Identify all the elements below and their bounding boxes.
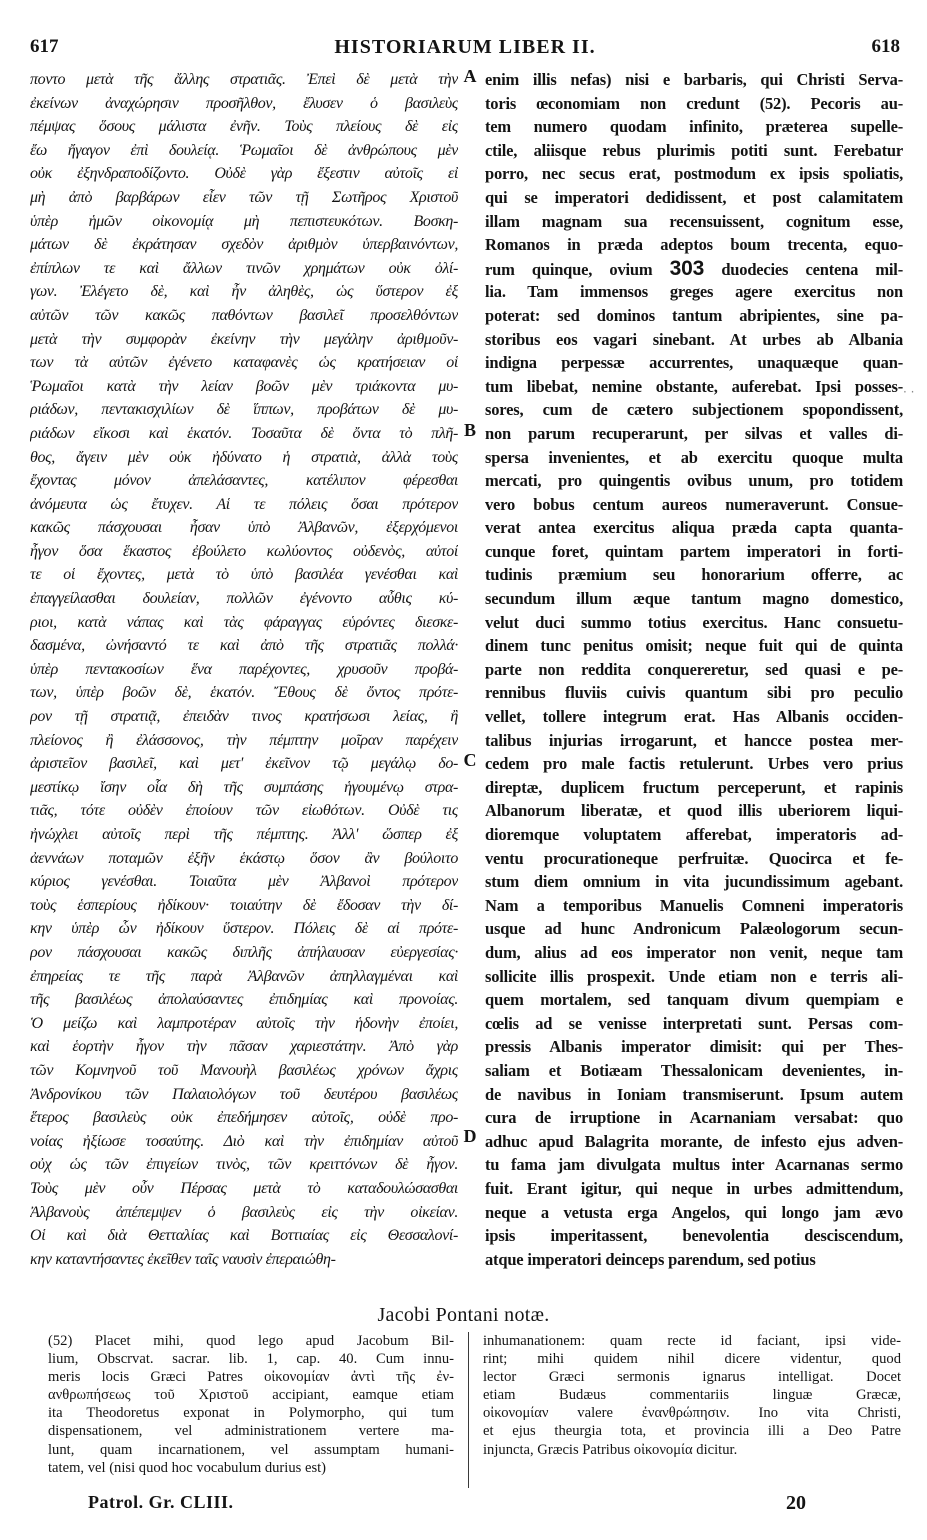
latin-text-line: tum libebat, nemine obstante, auferebat. Ipsi posses- xyxy=(485,376,903,396)
greek-text-line: μετὰ τὴν συμφορὰν ἐκείνην τὴν μεγάλην ἀριθμοῦν- xyxy=(30,330,458,348)
greek-text-line: ἦγον ὅσα ἕκαστος ἐβούλετο κωλύοντος οὐδενὸς, αὐτοί xyxy=(30,542,458,560)
latin-text-line: dinem tunc penitus omisit; neque fuit qui de quinta xyxy=(485,636,903,656)
greek-text-line: ἀνόμευτα ὡς ἔτυχεν. Αἱ τε πόλεις ὅσαι πρότερον xyxy=(30,495,458,513)
latin-text-line: cunque foret, quintam partem imperatori in forti- xyxy=(485,541,903,561)
greek-text-line: ἔχοντας μόνον ἀπελάσαντες, κατέλιπον φέρεσθαι xyxy=(30,472,458,490)
greek-text-line: ρον πάσχουσαι κακῶς διπλῆς ἀπήλαυσαν εὐεργεσίας· xyxy=(30,943,458,961)
greek-text-line: τῶν Κομνηνοῦ τοῦ Μανουὴλ βασιλέως χρόνων ἄχρις xyxy=(30,1061,458,1079)
greek-text-line: ἕτερος βασιλεὺς οὐκ ἐπεδήμησεν αὐτοῖς, οὐδὲ προ- xyxy=(30,1109,458,1127)
latin-text-line: Nam a temporibus Manuelis Comneni imperatoris xyxy=(485,895,903,915)
greek-text-line: Ἀλβανοὺς ἀπέπεμψεν ὁ βασιλεὺς εἰς τὴν οἰκείαν. xyxy=(30,1203,458,1221)
greek-text-line: μεστίκῳ ἴσην οἷα δὴ τῆς συμπάσης ἡγουμένῳ στρα- xyxy=(30,778,458,796)
notes-column-divider xyxy=(468,1332,469,1488)
note-text-line: tatem, vel (nisi quod hoc vocabulum durius est) xyxy=(48,1459,327,1476)
margin-letter-c: C xyxy=(463,750,477,770)
running-title: HISTORIARUM LIBER II. xyxy=(334,36,596,58)
note-text-line: injuncta, Græcis Patribus οἰκονομία dicitur. xyxy=(483,1441,738,1458)
greek-text-line: των, ὑπὲρ βοῶν δὲ, ἑκατόν. Ἔθους δὲ ὄντος πρότε- xyxy=(30,684,458,702)
greek-text-line: ἀεννάων ποταμῶν ἐξῆν ἑκάστῳ ὅσον ἂν βούλοιτο xyxy=(30,849,458,867)
latin-text-line: de navibus in Ioniam transmiserunt. Ipsum autem xyxy=(485,1084,903,1104)
running-header xyxy=(30,36,900,60)
greek-text-line: γων. Ἐλέγετο δὲ, καὶ ἦν ἀληθὲς, ὡς ὕστερον ἐξ xyxy=(30,283,458,301)
greek-text-line: κην καταντήσαντες ἐκεῖθεν ταῖς ναυσὶν ἐπεραιώθη- xyxy=(30,1250,336,1268)
greek-text-line: Ὁ μείζω καὶ λαμπροτέραν αὐτοῖς τὴν ἡδονὴν ἐποίει, xyxy=(30,1014,458,1032)
greek-text-line: οὐκ ἐξηνδραποδίζοντο. Οὐδὲ γὰρ ἔξεστιν αὐτοῖς εἰ xyxy=(30,165,458,183)
page-number-right: 618 xyxy=(871,36,900,57)
notes-heading: Jacobi Pontani notæ. xyxy=(377,1304,550,1326)
greek-text-line: κην ὑπὲρ ὧν ἠδίκουν ὕστερον. Πόλεις δὲ αἱ πρότε- xyxy=(30,920,458,938)
latin-text-line: velut duci summo totius exercitus. Hanc consuetu- xyxy=(485,612,903,632)
greek-text-line: μὴ ἀπὸ βαρβάρων εἶεν τῶν τῇ Σωτῆρος Χριστοῦ xyxy=(30,188,458,206)
greek-text-line: Ῥωμαῖοι κατὰ τὴν λείαν βοῶν μὲν τριάκοντα μυ- xyxy=(30,377,458,395)
latin-text-line: tu fama jam divulgata multus inter Acarnanas sermo xyxy=(485,1155,903,1175)
greek-text-line: Ἀνδρονίκου τῶν Παλαιολόγων τοῦ δευτέρου βασιλέως xyxy=(30,1085,458,1103)
latin-text-line: non parum recuperarunt, per silvas et valles di- xyxy=(485,423,903,443)
greek-text-line: θος, ἄγειν μὲν οὐκ ἠδύνατο ἡ στρατιὰ, ἀλλὰ τοὺς xyxy=(30,448,458,466)
latin-text-line: verat antea exercitus aliqua præda capta quanta- xyxy=(485,518,903,538)
greek-text-line: κακῶς πάσχουσαι ἦσαν ὑπὸ Ἀλβανῶν, ἐξερχόμενοι xyxy=(30,519,458,537)
latin-text-line: poterat: sed dominos tantum abripientes, sine pa- xyxy=(485,305,903,325)
note-text-line: οἰκονομίαν valere ἐνανθρώπησιν. Ino vita Christi, xyxy=(483,1405,901,1422)
margin-letter-a: A xyxy=(463,66,477,86)
greek-text-line: ὑπὲρ ἡμῶν οἰκονομίᾳ μὴ πεπιστευκότων. Βοσκη- xyxy=(30,212,458,230)
note-text-line: etiam Budæus commentariis linguæ Græcæ, xyxy=(483,1387,901,1404)
latin-text-line: stum diem omnium in vita jucundissimum agebant. xyxy=(485,872,903,892)
greek-text-line: Οἱ καὶ διὰ Θετταλίας καὶ Βοττιαίας εἰς Θεσσαλονί- xyxy=(30,1227,458,1245)
latin-text-line: Albanorum liberatæ, et quod illis uberiorem liqui- xyxy=(485,801,903,821)
greek-text-line: πλείονος ἢ ἐλάσσονος, τὴν πέμπτην μοῖραν παρέχειν xyxy=(30,731,458,749)
latin-text-line: enim illis nefas) nisi e barbaris, qui Christi Serva- xyxy=(485,70,903,89)
latin-text-line: spersa invenientes, et ab exercitu quoque multa xyxy=(485,447,903,467)
latin-text-line: storibus eos vagari sinebant. At urbes ab Albania xyxy=(485,329,903,349)
greek-text-line: καὶ ἑορτὴν ἦγον τὴν πᾶσαν χαριεστάτην. Ἀπὸ γὰρ xyxy=(30,1038,458,1056)
greek-text-line: μάτων δὲ ἐκράτησαν σχεδὸν ἀριθμὸν ὑπερβαινόντων, xyxy=(30,236,458,254)
note-text-line: lunt, quam incarnationem, vel assumptam humani- xyxy=(48,1441,454,1458)
greek-text-line: ἐπαγγείλασθαι δουλείαν, πολλῶν ἐγένοντο αὖθις κύ- xyxy=(30,590,458,608)
note-text-line: et ejus theurgia tota, et provincia illi a Deo Patre xyxy=(483,1423,901,1440)
greek-text-line: ποντο μετὰ τῆς ἄλλης στρατιᾶς. Ἐπεὶ δὲ μετὰ τὴν xyxy=(30,71,458,88)
latin-text-line: talibus injurias irrogarunt, et hancce postea mer- xyxy=(485,730,903,750)
latin-text-line: Romanos in præda adeptos boum trecenta, equo- xyxy=(485,235,903,255)
greek-text-line: ριάδων, πεντακισχιλίων δὲ ἵππων, προβάτων δὲ μυ- xyxy=(30,401,458,419)
latin-text-line: cura de irruptione in Acarnaniam versabat: quo xyxy=(485,1108,903,1128)
note-text-line: lium, Obscrvat. sacrar. lib. 1, cap. 40. Cum innu- xyxy=(48,1351,454,1368)
greek-text-line: Τοὺς μὲν οὖν Πέρσας μετὰ τὸ καταδουλώσασθαι xyxy=(30,1179,458,1197)
greek-text-line: δασμένα, ὠνήσαντό τε καὶ ἀπὸ τῆς στρατιᾶς πολλά· xyxy=(30,637,458,655)
latin-text-line: cœlis ad se venisse interpretati sunt. Persas com- xyxy=(485,1013,903,1033)
latin-text-line: dioremque voluptatem afferebat, imperatoris ad- xyxy=(485,825,903,844)
latin-text-line: ctile, aliisque rebus plurimis potiti sunt. Ferebatur xyxy=(485,140,903,160)
latin-text-line: saliam et Botiæam Thessalonicam devenientes, in- xyxy=(485,1060,903,1080)
note-text-line: (52) Placet mihi, quod lego apud Jacobum Bil- xyxy=(48,1333,454,1349)
latin-text-line: illam magnam sua recensuissent, cognitum esse, xyxy=(485,211,903,231)
note-text-line: ανθρωπήσεως τοῦ Χριστοῦ accipiant, eamque etiam xyxy=(48,1387,454,1404)
inline-page-number: 303 xyxy=(669,256,705,280)
greek-text-line: τῆς βασιλέως ἀπολαύσαντες ἐπιδημίας καὶ προνοίας. xyxy=(30,991,458,1009)
greek-text-line: πέμψας ὅσους μάλιστα ἐνῆν. Τοὺς πλείους δὲ εἰς xyxy=(30,118,458,136)
volume-signature: Patrol. Gr. CLIII. xyxy=(88,1492,234,1512)
notes-left-column xyxy=(48,1332,454,1477)
margin-specks-decoration: · · xyxy=(903,385,915,399)
latin-text-line: vellet, tollere integrum erat. Has Albanis occiden- xyxy=(485,707,903,727)
latin-text-line: dum, alius ad eos imperator non venit, neque tam xyxy=(485,942,903,962)
greek-text-column xyxy=(30,68,458,1271)
greek-text-line: ἐπηρείας τε τῆς παρὰ Ἀλβανῶν ἀπηλλαγμέναι καὶ xyxy=(30,967,458,985)
greek-text-line: ρον τῇ στρατιᾷ, ἐπειδὰν τινος κρατήσωσι λείας, ἢ xyxy=(30,708,458,726)
greek-text-line: ἐκείνων ἀναχώρησιν προσῆλθον, ἔλυσεν ὁ βασιλεὺς xyxy=(30,94,458,112)
latin-text-line: lia. Tam immensos greges agere exercitus non xyxy=(485,282,903,302)
note-text-line: meris locis Græci Patres οἰκονομίαν ἀντὶ τῆς ἐν- xyxy=(48,1369,454,1386)
latin-text-line: rum quinque, ovium 303 duodecies centena mil- xyxy=(485,256,903,280)
latin-text-line: rennibus fluviis cuivis quantum sibi pro peculio xyxy=(485,683,903,703)
latin-text-line: qui se imperatori dedidissent, et post calamitatem xyxy=(485,187,903,207)
latin-text-line: ipsis imperitassent, benevolentia desciscendum, xyxy=(485,1226,903,1246)
note-text-line: dispensationem, vel administrationem vertere ma- xyxy=(48,1423,454,1440)
latin-text-line: usque ad hunc Andronicum Palæologorum secun- xyxy=(485,919,903,939)
page-number-left: 617 xyxy=(30,36,59,57)
latin-text-line: cedem pro male factis retulerunt. Urbes vero prius xyxy=(485,754,903,774)
notes-right-column xyxy=(483,1332,901,1459)
page-footer xyxy=(30,1492,900,1518)
greek-text-line: αὐτῶν τῶν κακῶς παθόντων βασιλεῖ προσελθόντων xyxy=(30,306,458,324)
latin-text-column xyxy=(485,68,903,1271)
greek-text-line: τε οἱ ἔχοντες, μετὰ τὸ ὑπὸ βασιλέα γενέσθαι καὶ xyxy=(30,566,458,584)
greek-text-line: ἐπίπλων τε καὶ ἄλλων τινῶν χρημάτων οὐκ ὀλί- xyxy=(30,259,458,277)
latin-text-line: indigna perpessæ accurrentes, unaquæque quan- xyxy=(485,353,903,373)
greek-text-line: ἠνώχλει αὐτοῖς περὶ τῆς πέμπτης. Ἀλλ' ὥσπερ ἐξ xyxy=(30,826,458,843)
greek-text-line: ἔω ἤγαγον ἐπὶ δουλείᾳ. Ῥωμαῖοι δὲ ἀνθρώπους μὲν xyxy=(30,141,458,159)
note-text-line: ita Theodoretus exponat in Polymorpho, qui tum xyxy=(48,1405,454,1422)
latin-text-line: fuit. Erant igitur, qui neque in urbes admittendum, xyxy=(485,1178,903,1198)
greek-text-line: νοίας ἠξίωσε τοσαύτης. Διὸ καὶ τὴν ἐπιδημίαν αὐτοῦ xyxy=(30,1132,458,1150)
latin-text-line: porro, nec secus erat, postmodum ex ipsis spoliatis, xyxy=(485,164,903,184)
latin-text-line: vero bobus centum aureos numeraverunt. Consue- xyxy=(485,494,903,514)
note-text-line: lector Græci sermonis ignarus intelligat. Docet xyxy=(483,1369,901,1386)
note-text-line: inhumanationem: quam recte id faciant, ipsi vide- xyxy=(483,1333,901,1349)
latin-text-line: sollicite illis prospexit. Unde etiam non e terris ali- xyxy=(485,966,903,986)
greek-text-line: ριάδων εἴκοσι καὶ ἑκατόν. Τοσαῦτα δὲ ὄντα τὸ πλῆ- xyxy=(30,424,458,442)
latin-text-line: pressis Albanis imperator dimisit: qui per Thes- xyxy=(485,1037,903,1057)
latin-text-line: parte non reddita conquereretur, sed quasi e pe- xyxy=(485,659,903,679)
latin-text-line: tem numero quodam infinito, præterea supelle- xyxy=(485,117,903,137)
latin-text-line: sores, cum de cætero subjectionem spopondissent, xyxy=(485,400,903,420)
greek-text-line: τοὺς ἑσπερίους ἠδίκουν· τοιαύτην δὲ ἔδοσαν τὴν δί- xyxy=(30,896,458,914)
latin-text-line: tudinis præmium seu honorarium offerre, ac xyxy=(485,565,903,585)
greek-text-line: ἀριστεῖον βασιλεῖ, καὶ μετ' ἐκεῖνον τῷ μεγάλῳ δο- xyxy=(30,755,458,773)
margin-letter-b: B xyxy=(463,420,476,440)
latin-text-line: mercati, pro quingentis ovibus unum, pro totidem xyxy=(485,471,903,491)
latin-text-line: toris œconomiam non credunt (52). Pecoris au- xyxy=(485,93,903,113)
greek-text-line: των τὰ αὐτῶν ἐγένετο καταφανὲς ὡς κρατήσειαν οἱ xyxy=(30,354,458,372)
greek-text-line: ριοι, κατὰ νάπας καὶ τὰς φάραγγας εὑρόντες διεσκε- xyxy=(30,613,458,631)
latin-text-line: adhuc apud Balagrita morante, de infesto ejus adven- xyxy=(485,1131,903,1151)
greek-text-line: κύριος γενέσθαι. Τοιαῦτα μὲν Ἀλβανοὶ πρότερον xyxy=(30,873,458,891)
latin-text-line: atque imperatori deinceps parendum, sed potius xyxy=(485,1249,816,1269)
latin-text-line: direptæ, duplicem fructum perceperunt, et rapinis xyxy=(485,777,903,797)
latin-text-line: secundum illum æque tantum magno domestico, xyxy=(485,589,903,609)
note-text-line: rint; mihi quidem nihil dicere videntur, quod xyxy=(483,1351,901,1368)
greek-text-line: τιᾶς, τότε οὐδὲν ἐποίουν τῶν εἰωθότων. Οὐδὲ τις xyxy=(30,802,458,820)
margin-letter-d: D xyxy=(463,1126,477,1146)
greek-text-line: οὐχ ὡς τῶν ἐπιγείων τινὸς, τῶν κρειττόνων δὲ ἦγον. xyxy=(30,1156,458,1174)
latin-text-line: ventu procurationeque perfruitæ. Quocirca et fe- xyxy=(485,848,903,868)
latin-text-line: neque a vetusta erga Angelos, qui longo jam ævo xyxy=(485,1202,903,1222)
greek-text-line: ὑπὲρ πεντακοσίων ἕνα παρέχοντες, χρυσοῦν προβά- xyxy=(30,660,458,678)
sheet-number: 20 xyxy=(786,1492,806,1514)
latin-text-line: quem mortalem, sed tanquam divum quempiam e xyxy=(485,990,903,1010)
